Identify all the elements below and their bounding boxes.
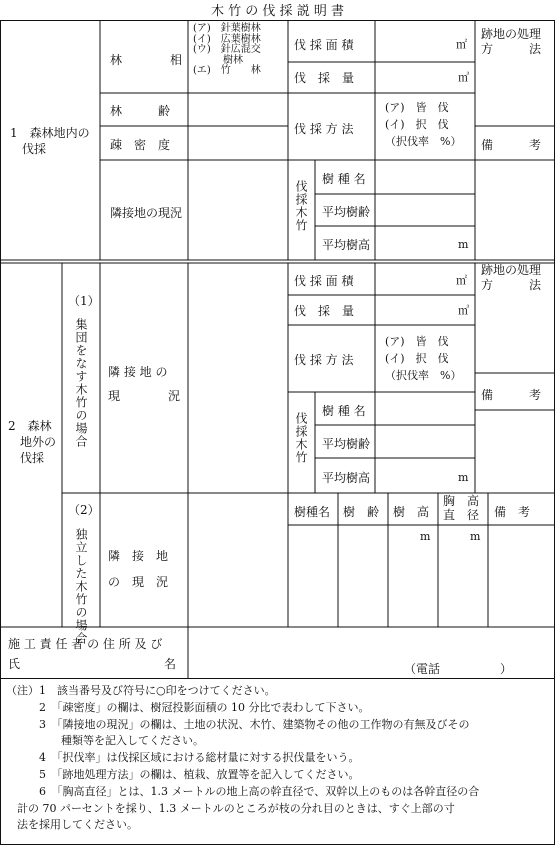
note-line: 法を採用してください。	[6, 818, 138, 832]
method-label: 伐 採 方 法	[294, 122, 354, 136]
rinrei-label: 林 齢	[110, 104, 171, 118]
method-options-2: (ア) 皆 伐 (イ) 択 伐 （択伐率 %）	[385, 335, 462, 382]
section2-label: 2 森林 地外の 伐採	[8, 419, 57, 465]
volume-label-2: 伐 採 量	[294, 304, 355, 318]
responsible-label-2: 氏 名	[8, 657, 177, 671]
aftercare-label-2: 跡地の処理 方 法	[481, 263, 542, 292]
area-label-2: 伐 採 面 積	[294, 274, 354, 288]
remarks-label-2: 備 考	[481, 388, 542, 402]
avg-height-label: 平均樹高	[322, 238, 371, 252]
volume-unit: ㎥	[458, 71, 469, 84]
somitsu-label: 疎 密 度	[110, 138, 171, 152]
avg-age-label: 平均樹齢	[322, 205, 371, 219]
area-label: 伐 採 面 積	[294, 38, 354, 52]
sub1-number: （1）	[68, 294, 100, 308]
note-line: （注）1 該当番号及び符号に○印をつけてください。	[6, 684, 276, 697]
note-line: 5 「跡地処理方法」の欄は、植栽、放置等を記入してください。	[6, 767, 360, 781]
volume-unit-2: ㎥	[458, 304, 469, 317]
note-line: 計の 70 パーセントを採り、1.3 メートルのところが枝の分れ目のときは、すぐ上部の寸	[6, 801, 455, 815]
sub2-col-remarks: 備 考	[494, 505, 531, 519]
sub2-col-diameter: 胸 高 直 径	[443, 494, 480, 522]
avg-age-label-2: 平均樹齢	[322, 437, 371, 451]
felled-trees-label-2: 伐採木竹	[294, 412, 308, 464]
sub1-rinsetsu-label: 隣 接 地 の 現 況	[108, 365, 181, 403]
rinsetsu-label: 隣接地の現況	[110, 206, 183, 220]
phone-label: （電話 ）	[404, 662, 513, 676]
avg-height-label-2: 平均樹高	[322, 471, 371, 485]
responsible-label-1: 施 工 責 任 者 の 住 所 及 び	[8, 637, 163, 651]
area-unit-2: ㎡	[456, 274, 467, 287]
height-unit-2: m	[458, 471, 469, 484]
sub2-col-age: 樹 齢	[343, 505, 380, 519]
section1-label: 1 森林地内の 伐採	[10, 126, 90, 156]
height-unit: m	[458, 238, 469, 251]
note-line: 6 「胸高直径」とは、1.3 メートルの地上高の幹直径で、双幹以上のものは各幹直径の合	[6, 784, 480, 798]
area-unit: ㎡	[456, 38, 467, 51]
notes-section	[6, 683, 479, 834]
sub2-col-height: 樹 高	[393, 505, 430, 519]
note-line: 4 「択伐率」は伐採区域における総材量に対する択伐量をいう。	[6, 751, 360, 765]
note-line: 3 「隣接地の現況」の欄は、土地の状況、木竹、建築物その他の工作物の有無及びその	[6, 717, 470, 731]
species-label: 樹 種 名	[322, 172, 366, 186]
remarks-label: 備 考	[481, 138, 542, 152]
method-options: (ア) 皆 伐 (イ) 択 伐 （択伐率 %）	[385, 101, 462, 148]
sub2-text: 独立した木竹の場合	[74, 528, 88, 645]
sub1-text: 集団をなす木竹の場合	[74, 318, 88, 448]
sub2-height-unit: m	[420, 530, 431, 543]
forest-type-options: (ア) 針葉樹林 (イ) 広葉樹林 (ウ) 針広混交 樹林 (エ) 竹 林	[193, 23, 261, 76]
method-label-2: 伐 採 方 法	[294, 353, 354, 367]
sub2-col-species: 樹種名	[294, 505, 331, 519]
volume-label: 伐 採 量	[294, 71, 355, 85]
note-line: 2 「疎密度」の欄は、樹冠投影面積の 10 分比で表わして下さい。	[6, 700, 370, 714]
sub2-diameter-unit: m	[470, 530, 481, 543]
sub2-rinsetsu-label: 隣 接 地 の 現 況	[108, 549, 169, 589]
form-title: 木 竹 の 伐 採 説 明 書	[211, 4, 344, 19]
felled-trees-label: 伐採木竹	[294, 180, 308, 232]
species-label-2: 樹 種 名	[322, 404, 366, 418]
sub2-number: （2）	[68, 503, 100, 517]
note-line: 種類等を記入してください。	[6, 734, 204, 748]
rinso-label: 林 相	[110, 53, 183, 67]
aftercare-label: 跡地の処理 方 法	[481, 27, 542, 56]
